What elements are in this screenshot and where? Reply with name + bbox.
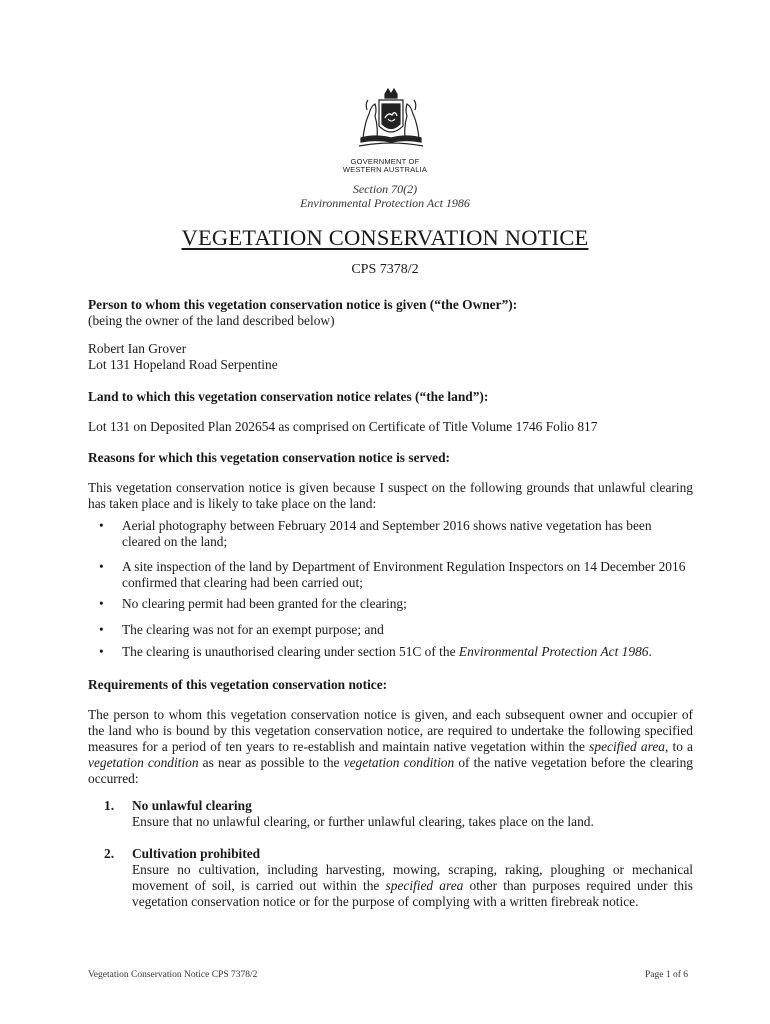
government-crest-icon — [355, 86, 427, 152]
land-heading: Land to which this vegetation conservation notice relates (“the land”): — [88, 389, 489, 404]
bullet-icon: • — [99, 559, 104, 574]
bullet-icon: • — [99, 644, 104, 659]
document-page: GOVERNMENT OF WESTERN AUSTRALIA Section 70(2) Environmental Protection Act 1986 VEGETATION CONSERVATION NOTICE CPS 7378/2 Person to whom this vegetation conservation notice is given (“the Owner”): (being the owner of the land described below) Robert Ian Grover Lot 131 Hopeland Road Serpentine Land to which this vegetation conservation notice relates (“the land”): Lot 131 on Deposited Plan 202654 as comprised on Certificate of Title Volume 1746 Folio 817 Reasons for which this vegetation conservation notice is served: This vegetation conservation notice is given because I suspect on the following grounds that unlawful clearing has taken place and is likely to take place on the land: • Aerial photography between February 2014 and September 2016 shows native vegetation has been cleared on the land; • A site inspection of the land by Department of Environment Regulation Inspectors on 14 December 2016 confirmed that clearing had been carried out; • No clearing permit had been granted for the clearing; • The clearing was not for an exempt purpose; and • The clearing is unauthorised clearing under section 51C of the Environmental Protection Act 1986. Requirements of this vegetation conservation notice: The person to whom this vegetation conservation notice is given, and each subsequent owner and occupier of the land who is bound by this vegetation conservation notice, are required to undertake the following specified measures for a period of ten years to re-establish and maintain native vegetation within the specified area, to a vegetation condition as near as possible to the vegetation condition of the native vegetation before the clearing occurred: 1. No unlawful clearing Ensure that no unlawful clearing, or further unlawful clearing, takes place on the land. 2. Cultivation prohibited Ensure no cultivation, including harvesting, mowing, scraping, raking, ploughing or mechanical movement of soil, is carried out within the specified area other than purposes required under this vegetation conservation notice or for the purpose of complying with a written firebreak notice. Vegetation Conservation Notice CPS 7378/2 Page 1 of 6 — [0, 0, 770, 1024]
footer-document-name: Vegetation Conservation Notice CPS 7378/2 — [88, 970, 258, 980]
reasons-intro: This vegetation conservation notice is given because I suspect on the following grounds that unlawful clearing has taken place and is likely to take place on the land: — [88, 480, 693, 511]
requirements-heading: Requirements of this vegetation conservation notice: — [88, 677, 388, 692]
cps-number: CPS 7378/2 — [351, 262, 419, 277]
reasons-heading: Reasons for which this vegetation conservation notice is served: — [88, 450, 451, 465]
land-description: Lot 131 on Deposited Plan 202654 as comprised on Certificate of Title Volume 1746 Folio 817 — [88, 419, 598, 434]
government-name-line2: WESTERN AUSTRALIA — [342, 165, 428, 174]
owner-address: Lot 131 Hopeland Road Serpentine — [88, 357, 278, 372]
government-name-line1: GOVERNMENT OF — [350, 157, 420, 166]
section-reference: Section 70(2) — [352, 182, 418, 196]
bullet-icon: • — [99, 518, 104, 533]
footer-page-number: Page 1 of 6 — [644, 970, 688, 980]
document-title: VEGETATION CONSERVATION NOTICE — [181, 225, 589, 250]
owner-name: Robert Ian Grover — [88, 341, 187, 356]
owner-heading: Person to whom this vegetation conservation notice is given (“the Owner”): — [88, 297, 518, 312]
requirements-paragraph: The person to whom this vegetation conservation notice is given, and each subsequent owner and occupier of the land who is bound by this vegetation conservation notice, are required to undertake the following specified measures for a period of ten years to re-establish and maintain native vegetation within the specified area, to a vegetation condition as near as possible to the vegetation condition of the native vegetation before the clearing occurred: — [88, 707, 693, 786]
bullet-icon: • — [99, 622, 104, 637]
act-reference: Environmental Protection Act 1986 — [300, 196, 470, 210]
bullet-icon: • — [99, 596, 104, 611]
owner-subheading: (being the owner of the land described below) — [88, 313, 335, 328]
